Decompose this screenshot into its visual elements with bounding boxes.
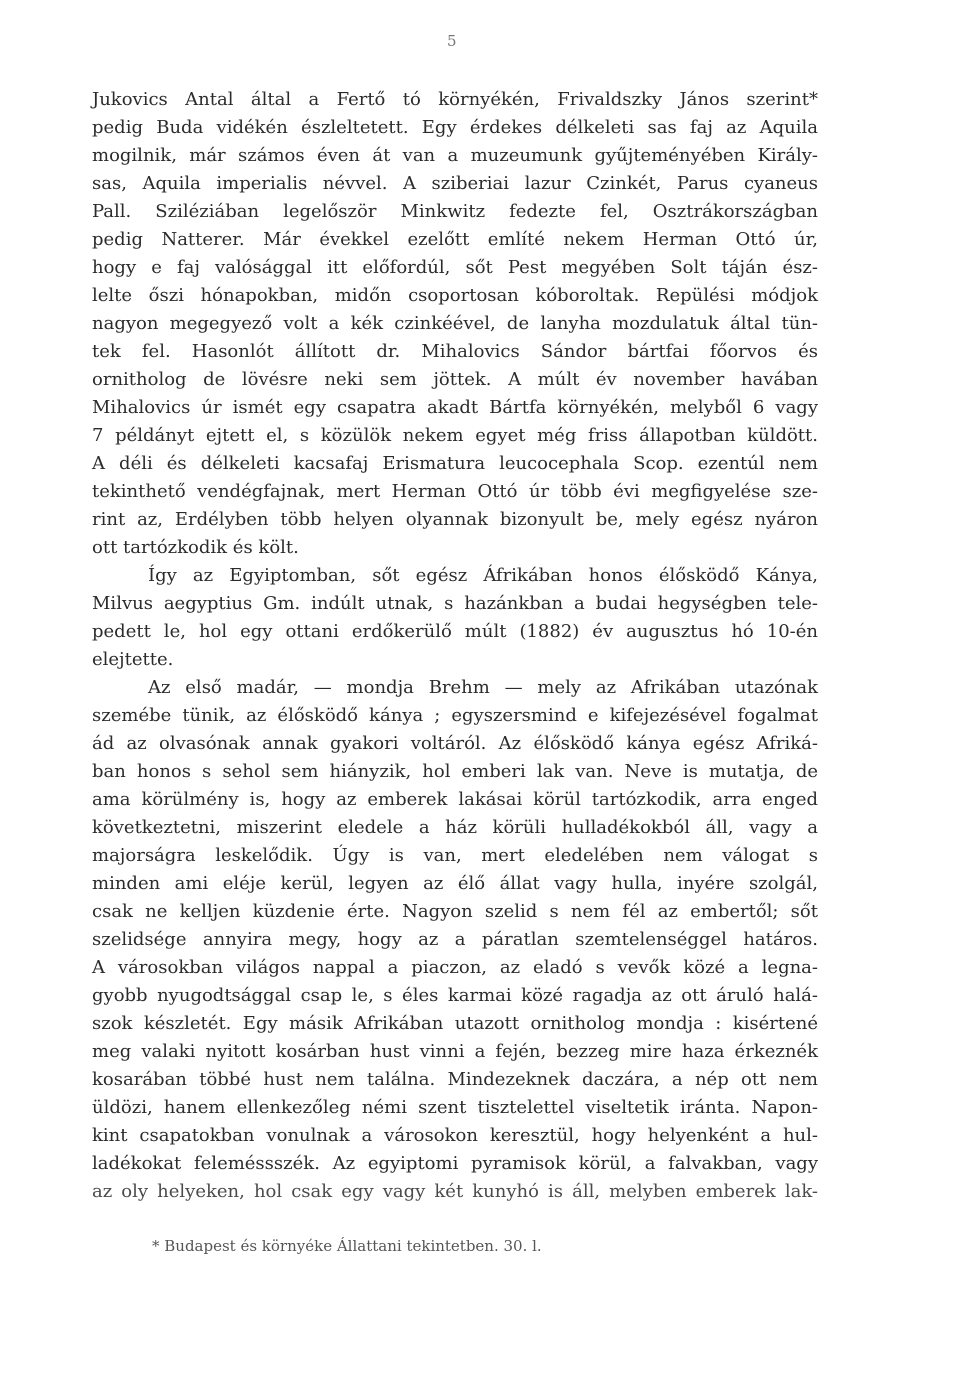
text-line: mogilnik, már számos éven át van a muzeumunk gyűjteményében Király- xyxy=(92,145,818,166)
text-line: ban honos s sehol sem hiányzik, hol emberi lak van. Neve is mutatja, de xyxy=(92,761,818,782)
text-line: ama körülmény is, hogy az emberek lakásai körül tartózkodik, arra enged xyxy=(92,789,818,810)
text-line: Jukovics Antal által a Fertő tó környékén, Frivaldszky János szerint* xyxy=(92,89,818,110)
text-line: pedig Natterer. Már évekkel ezelőtt említé nekem Herman Ottó úr, xyxy=(92,229,818,250)
text-line: sas, Aquila imperialis névvel. A sziberiai lazur Czinkét, Parus cyaneus xyxy=(92,173,818,194)
text-line: A városokban világos nappal a piaczon, az eladó s vevők közé a legna- xyxy=(92,957,818,978)
text-line: majorságra leskelődik. Úgy is van, mert eledelében nem válogat s xyxy=(92,845,818,866)
text-line: meg valaki nyitott kosárban hust vinni a fején, bezzeg mire haza érkeznék xyxy=(92,1041,818,1062)
text-line: pedig Buda vidékén észleltetett. Egy érdekes délkeleti sas faj az Aquila xyxy=(92,117,818,138)
text-line: következtetni, miszerint eledele a ház körüli hulladékokból áll, vagy a xyxy=(92,817,818,838)
text-line: kint csapatokban vonulnak a városokon keresztül, hogy helyenként a hul- xyxy=(92,1125,818,1146)
text-line: ladékokat feleméssszék. Az egyiptomi pyramisok körül, a falvakban, vagy xyxy=(92,1153,818,1174)
text-line: A déli és délkeleti kacsafaj Erismatura leucocephala Scop. ezentúl nem xyxy=(92,453,818,474)
text-line: lelte őszi hónapokban, midőn csoportosan kóboroltak. Repülési módjok xyxy=(92,285,818,306)
text-line: gyobb nyugodtsággal csap le, s éles karmai közé ragadja az ott áruló halá- xyxy=(92,985,818,1006)
text-line: ornitholog de lövésre neki sem jöttek. A múlt év november havában xyxy=(92,369,818,390)
text-line: Az első madár, — mondja Brehm — mely az Afrikában utazónak xyxy=(148,677,818,698)
text-line: ád az olvasónak annak gyakori voltáról. Az élősködő kánya egész Afriká- xyxy=(92,733,818,754)
text-line: üldözi, hanem ellenkezőleg némi szent tisztelettel viseltetik iránta. Napon- xyxy=(92,1097,818,1118)
text-line: hogy e faj valósággal itt előfordúl, sőt Pest megyében Solt táján ész- xyxy=(92,257,818,278)
text-line: szelidsége annyira megy, hogy az a páratlan szemtelenséggel határos. xyxy=(92,929,818,950)
page-number: 5 xyxy=(447,32,457,50)
text-line: szok készletét. Egy másik Afrikában utazott ornitholog mondja : kisértené xyxy=(92,1013,818,1034)
text-line: az oly helyeken, hol csak egy vagy két kunyhó is áll, melyben emberek lak- xyxy=(92,1181,818,1202)
text-line: pedett le, hol egy ottani erdőkerülő múlt (1882) év augusztus hó 10-én xyxy=(92,621,818,642)
text-line: ott tartózkodik és költ. xyxy=(92,537,299,558)
text-line: Így az Egyiptomban, sőt egész Áfrikában honos élősködő Kánya, xyxy=(148,565,818,586)
body-text xyxy=(92,86,818,1206)
text-line: Milvus aegyptius Gm. indúlt utnak, s hazánkban a budai hegységben tele- xyxy=(92,593,818,614)
text-line: 7 példányt ejtett el, s közülök nekem egyet még friss állapotban küldött. xyxy=(92,425,818,446)
text-line: tekinthető vendégfajnak, mert Herman Ottó úr több évi megfigyelése sze- xyxy=(92,481,818,502)
footnote: * Budapest és környéke Állattani tekintetben. 30. l. xyxy=(152,1237,542,1255)
text-line: rint az, Erdélyben több helyen olyannak bizonyult be, mely egész nyáron xyxy=(92,509,818,530)
text-line: Pall. Sziléziában legelőször Minkwitz fedezte fel, Osztrákországban xyxy=(92,201,818,222)
text-line: tek fel. Hasonlót állított dr. Mihalovics Sándor bártfai főorvos és xyxy=(92,341,818,362)
text-line: minden ami eléje kerül, legyen az élő állat vagy hulla, inyére szolgál, xyxy=(92,873,818,894)
text-line: nagyon megegyező volt a kék czinkéével, de lanyha mozdulatuk által tün- xyxy=(92,313,818,334)
text-line: elejtette. xyxy=(92,649,174,670)
text-line: szemébe tünik, az élősködő kánya ; egyszersmind e kifejezésével fogalmat xyxy=(92,705,818,726)
text-line: csak ne kelljen küzdenie érte. Nagyon szelid s nem fél az embertől; sőt xyxy=(92,901,818,922)
text-line: kosarában többé hust nem találna. Mindezeknek daczára, a nép ott nem xyxy=(92,1069,818,1090)
text-line: Mihalovics úr ismét egy csapatra akadt Bártfa környékén, melyből 6 vagy xyxy=(92,397,818,418)
